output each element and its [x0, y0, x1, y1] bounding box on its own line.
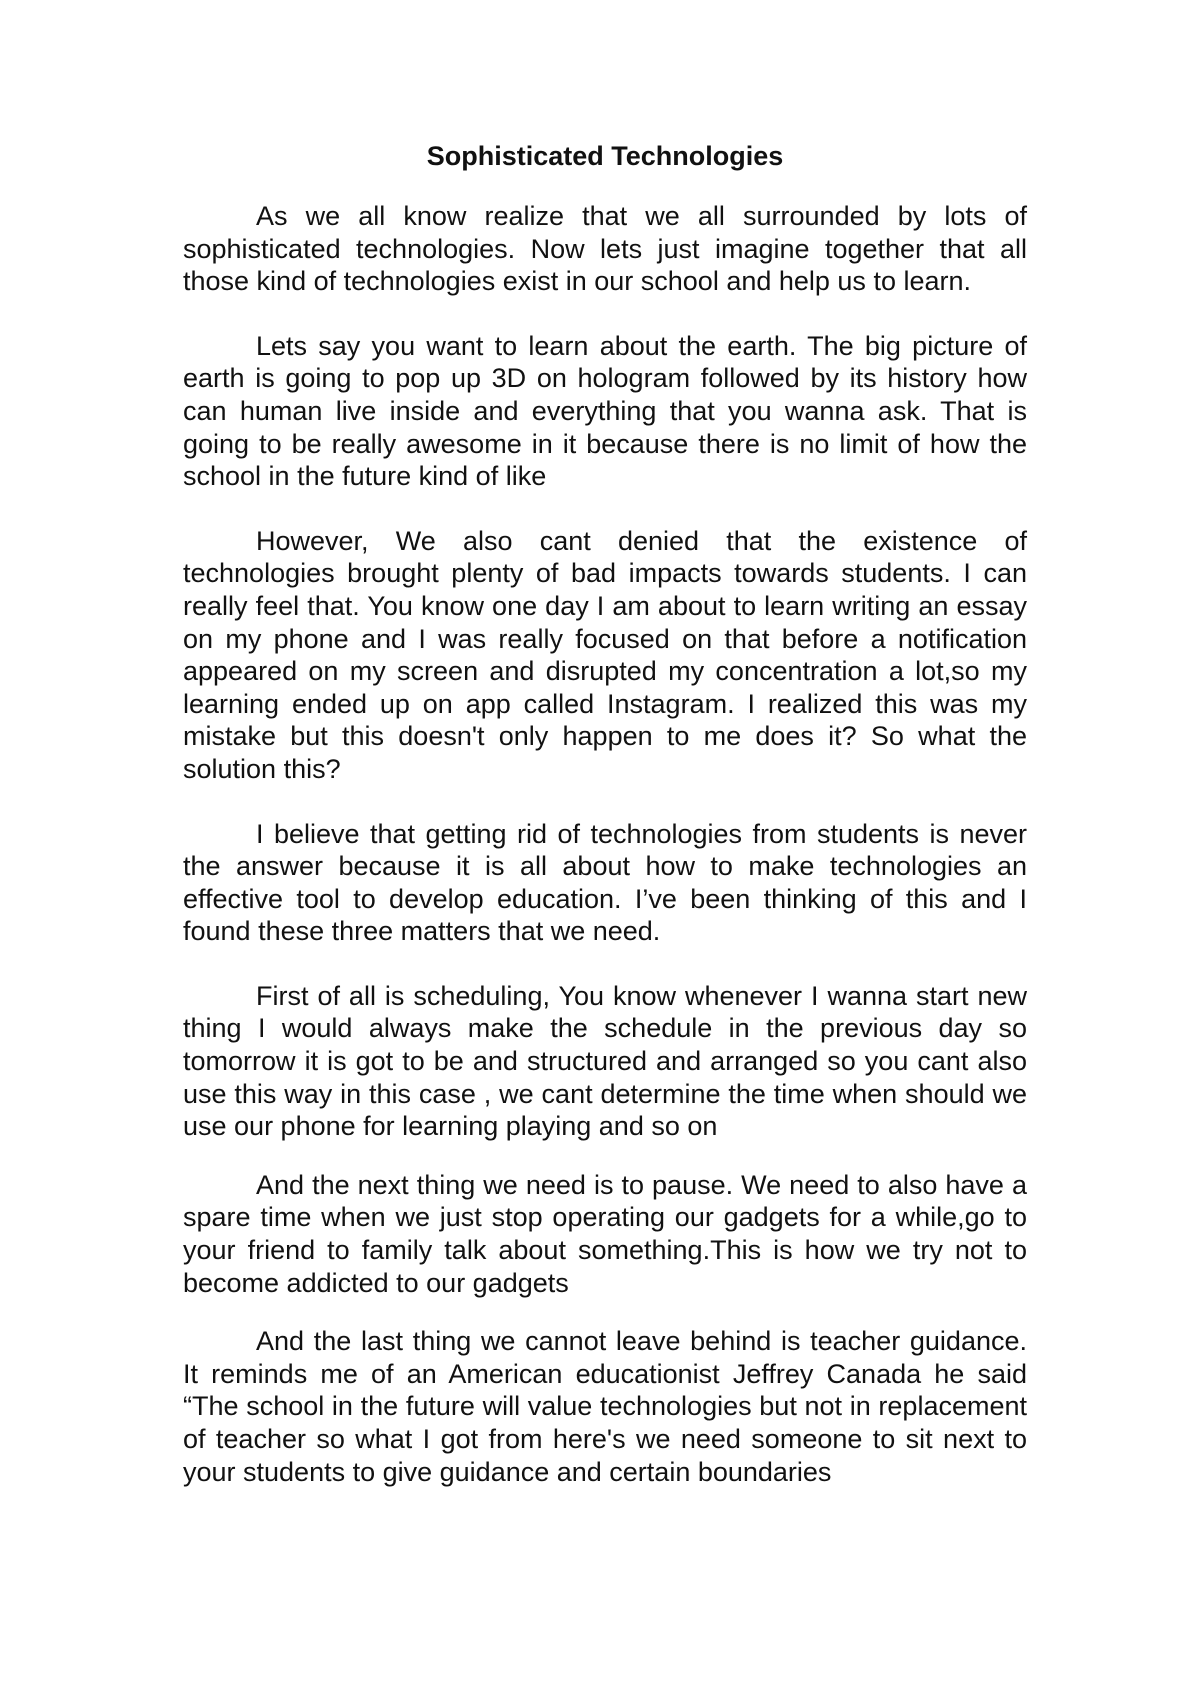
document-title: Sophisticated Technologies [426, 141, 784, 171]
paragraph-7: And the last thing we cannot leave behind is teacher guidance. It reminds me of an American educationist Jeffrey Canada he said “The school in the future will value technologies but not in replacement of teacher so what I got from here's we need someone to sit next to your students to give guidance and certain boundaries [183, 1326, 1027, 1487]
paragraph-2: Lets say you want to learn about the earth. The big picture of earth is going to pop up 3D on hologram followed by its history how can human live inside and everything that you wanna ask. That is going to be really awesome in it because there is no limit of how the school in the future kind of like [183, 330, 1027, 492]
paragraph-1: As we all know realize that we all surrounded by lots of sophisticated technologies. Now lets just imagine together that all those kind of technologies exist in our school and help us to learn. [183, 201, 1027, 297]
document-body [183, 140, 1027, 1520]
paragraph-4: I believe that getting rid of technologies from students is never the answer because it is all about how to make technologies an effective tool to develop education. I’ve been thinking of this and I found these three matters that we need. [183, 818, 1027, 947]
paragraph-3: However, We also cant denied that the existence of technologies brought plenty of bad impacts towards students. I can really feel that. You know one day I am about to learn writing an essay on my phone and I was really focused on that before a notification appeared on my screen and disrupted my concentration a lot,so my learning ended up on app called Instagram. I realized this was my mistake but this doesn't only happen to me does it? So what the solution this? [183, 525, 1027, 784]
paragraph-5: First of all is scheduling, You know whenever I wanna start new thing I would always make the schedule in the previous day so tomorrow it is got to be and structured and arranged so you cant also use this way in this case , we cant determine the time when should we use our phone for learning playing and so on [183, 980, 1027, 1142]
paragraph-6: And the next thing we need is to pause. We need to also have a spare time when we just stop operating our gadgets for a while,go to your friend to family talk about something.This is how we try not to become addicted to our gadgets [183, 1169, 1027, 1298]
